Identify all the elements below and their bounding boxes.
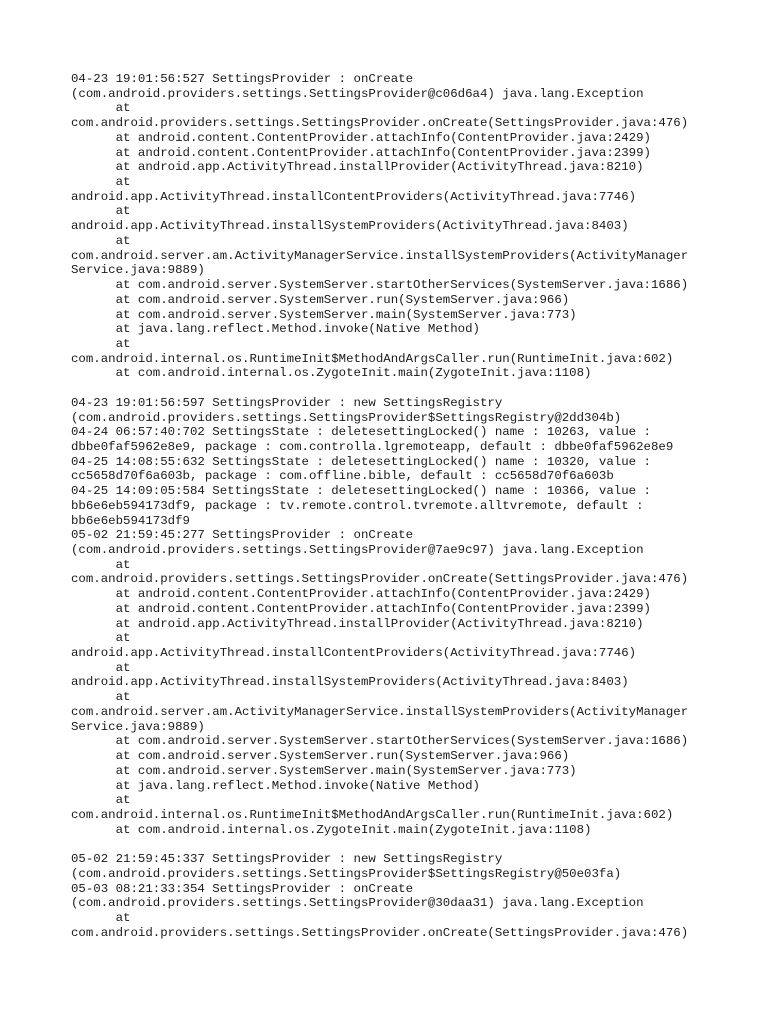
log-line: at bbox=[71, 204, 131, 219]
log-line: com.android.internal.os.RuntimeInit$MethodAndArgsCaller.run(RuntimeInit.java:602) bbox=[71, 807, 674, 822]
log-line: android.app.ActivityThread.installSystemProviders(ActivityThread.java:8403) bbox=[71, 675, 629, 690]
log-line: at android.content.ContentProvider.attachInfo(ContentProvider.java:2399) bbox=[71, 601, 651, 616]
log-line: Service.java:9889) bbox=[71, 719, 205, 734]
log-line: (com.android.providers.settings.SettingsProvider$SettingsRegistry@2dd304b) bbox=[71, 410, 622, 425]
log-line: (com.android.providers.settings.SettingsProvider$SettingsRegistry@50e03fa) bbox=[71, 866, 622, 881]
log-line: 04-23 19:01:56:527 SettingsProvider : onCreate bbox=[71, 72, 414, 86]
log-line: bb6e6eb594173df9, package : tv.remote.control.tvremote.alltvremote, default : bbox=[71, 498, 644, 513]
log-line: at bbox=[71, 101, 131, 116]
blank-line bbox=[71, 837, 731, 852]
log-line: android.app.ActivityThread.installContentProviders(ActivityThread.java:7746) bbox=[71, 189, 637, 204]
log-line: (com.android.providers.settings.SettingsProvider@c06d6a4) java.lang.Exception bbox=[71, 86, 644, 101]
log-line: Service.java:9889) bbox=[71, 263, 205, 278]
log-line: dbbe0faf5962e8e9, package : com.controlla.lgremoteapp, default : dbbe0faf5962e8e9 bbox=[71, 439, 674, 454]
log-line: 05-02 21:59:45:277 SettingsProvider : onCreate bbox=[71, 528, 414, 543]
log-line: at android.app.ActivityThread.installProvider(ActivityThread.java:8210) bbox=[71, 616, 644, 631]
log-line: at com.android.server.SystemServer.startOtherServices(SystemServer.java:1686) bbox=[71, 734, 689, 749]
log-line: bb6e6eb594173df9 bbox=[71, 513, 190, 528]
log-line: at bbox=[71, 660, 131, 675]
log-line: at bbox=[71, 631, 131, 646]
log-line: at java.lang.reflect.Method.invoke(Native Method) bbox=[71, 322, 480, 337]
log-line: com.android.internal.os.RuntimeInit$MethodAndArgsCaller.run(RuntimeInit.java:602) bbox=[71, 351, 674, 366]
log-line: 04-25 14:09:05:584 SettingsState : deletesettingLocked() name : 10366, value : bbox=[71, 484, 651, 499]
log-line: at android.content.ContentProvider.attachInfo(ContentProvider.java:2429) bbox=[71, 130, 651, 145]
log-line: 04-25 14:08:55:632 SettingsState : deletesettingLocked() name : 10320, value : bbox=[71, 454, 651, 469]
log-line: com.android.server.am.ActivityManagerService.installSystemProviders(ActivityManager bbox=[71, 704, 689, 719]
log-line: 05-02 21:59:45:337 SettingsProvider : new SettingsRegistry bbox=[71, 852, 503, 867]
log-line: at bbox=[71, 233, 131, 248]
log-line: android.app.ActivityThread.installContentProviders(ActivityThread.java:7746) bbox=[71, 646, 637, 661]
log-line: at com.android.server.SystemServer.startOtherServices(SystemServer.java:1686) bbox=[71, 278, 689, 293]
log-line: at bbox=[71, 557, 131, 572]
log-line: at bbox=[71, 910, 131, 925]
log-line: at com.android.internal.os.ZygoteInit.main(ZygoteInit.java:1108) bbox=[71, 822, 592, 837]
log-line: com.android.providers.settings.SettingsProvider.onCreate(SettingsProvider.java:476) bbox=[71, 116, 689, 131]
log-line: at bbox=[71, 690, 131, 705]
log-line: 04-24 06:57:40:702 SettingsState : deletesettingLocked() name : 10263, value : bbox=[71, 425, 651, 440]
log-line: at com.android.server.SystemServer.run(SystemServer.java:966) bbox=[71, 292, 570, 307]
log-line: at com.android.server.SystemServer.main(SystemServer.java:773) bbox=[71, 307, 577, 322]
log-line: at android.content.ContentProvider.attachInfo(ContentProvider.java:2399) bbox=[71, 145, 651, 160]
log-line: at java.lang.reflect.Method.invoke(Native Method) bbox=[71, 778, 480, 793]
log-text-block bbox=[71, 72, 731, 940]
log-line: 04-23 19:01:56:597 SettingsProvider : new SettingsRegistry bbox=[71, 395, 503, 410]
log-line: at com.android.internal.os.ZygoteInit.main(ZygoteInit.java:1108) bbox=[71, 366, 592, 381]
log-line: at android.app.ActivityThread.installProvider(ActivityThread.java:8210) bbox=[71, 160, 644, 175]
log-line: 05-03 08:21:33:354 SettingsProvider : onCreate bbox=[71, 881, 414, 896]
log-line: android.app.ActivityThread.installSystemProviders(ActivityThread.java:8403) bbox=[71, 219, 629, 234]
log-line: at bbox=[71, 793, 131, 808]
log-line: at com.android.server.SystemServer.main(SystemServer.java:773) bbox=[71, 763, 577, 778]
log-line: at android.content.ContentProvider.attachInfo(ContentProvider.java:2429) bbox=[71, 587, 651, 602]
log-line: com.android.server.am.ActivityManagerService.installSystemProviders(ActivityManager bbox=[71, 248, 689, 263]
log-line: cc5658d70f6a603b, package : com.offline.bible, default : cc5658d70f6a603b bbox=[71, 469, 614, 484]
log-line: at bbox=[71, 175, 131, 190]
log-line: (com.android.providers.settings.SettingsProvider@30daa31) java.lang.Exception bbox=[71, 896, 644, 911]
blank-line bbox=[71, 381, 731, 396]
log-line: at bbox=[71, 336, 131, 351]
log-line: com.android.providers.settings.SettingsProvider.onCreate(SettingsProvider.java:476) bbox=[71, 572, 689, 587]
log-line: at com.android.server.SystemServer.run(SystemServer.java:966) bbox=[71, 749, 570, 764]
log-line: com.android.providers.settings.SettingsProvider.onCreate(SettingsProvider.java:476) bbox=[71, 925, 689, 940]
log-line: (com.android.providers.settings.SettingsProvider@7ae9c97) java.lang.Exception bbox=[71, 543, 644, 557]
